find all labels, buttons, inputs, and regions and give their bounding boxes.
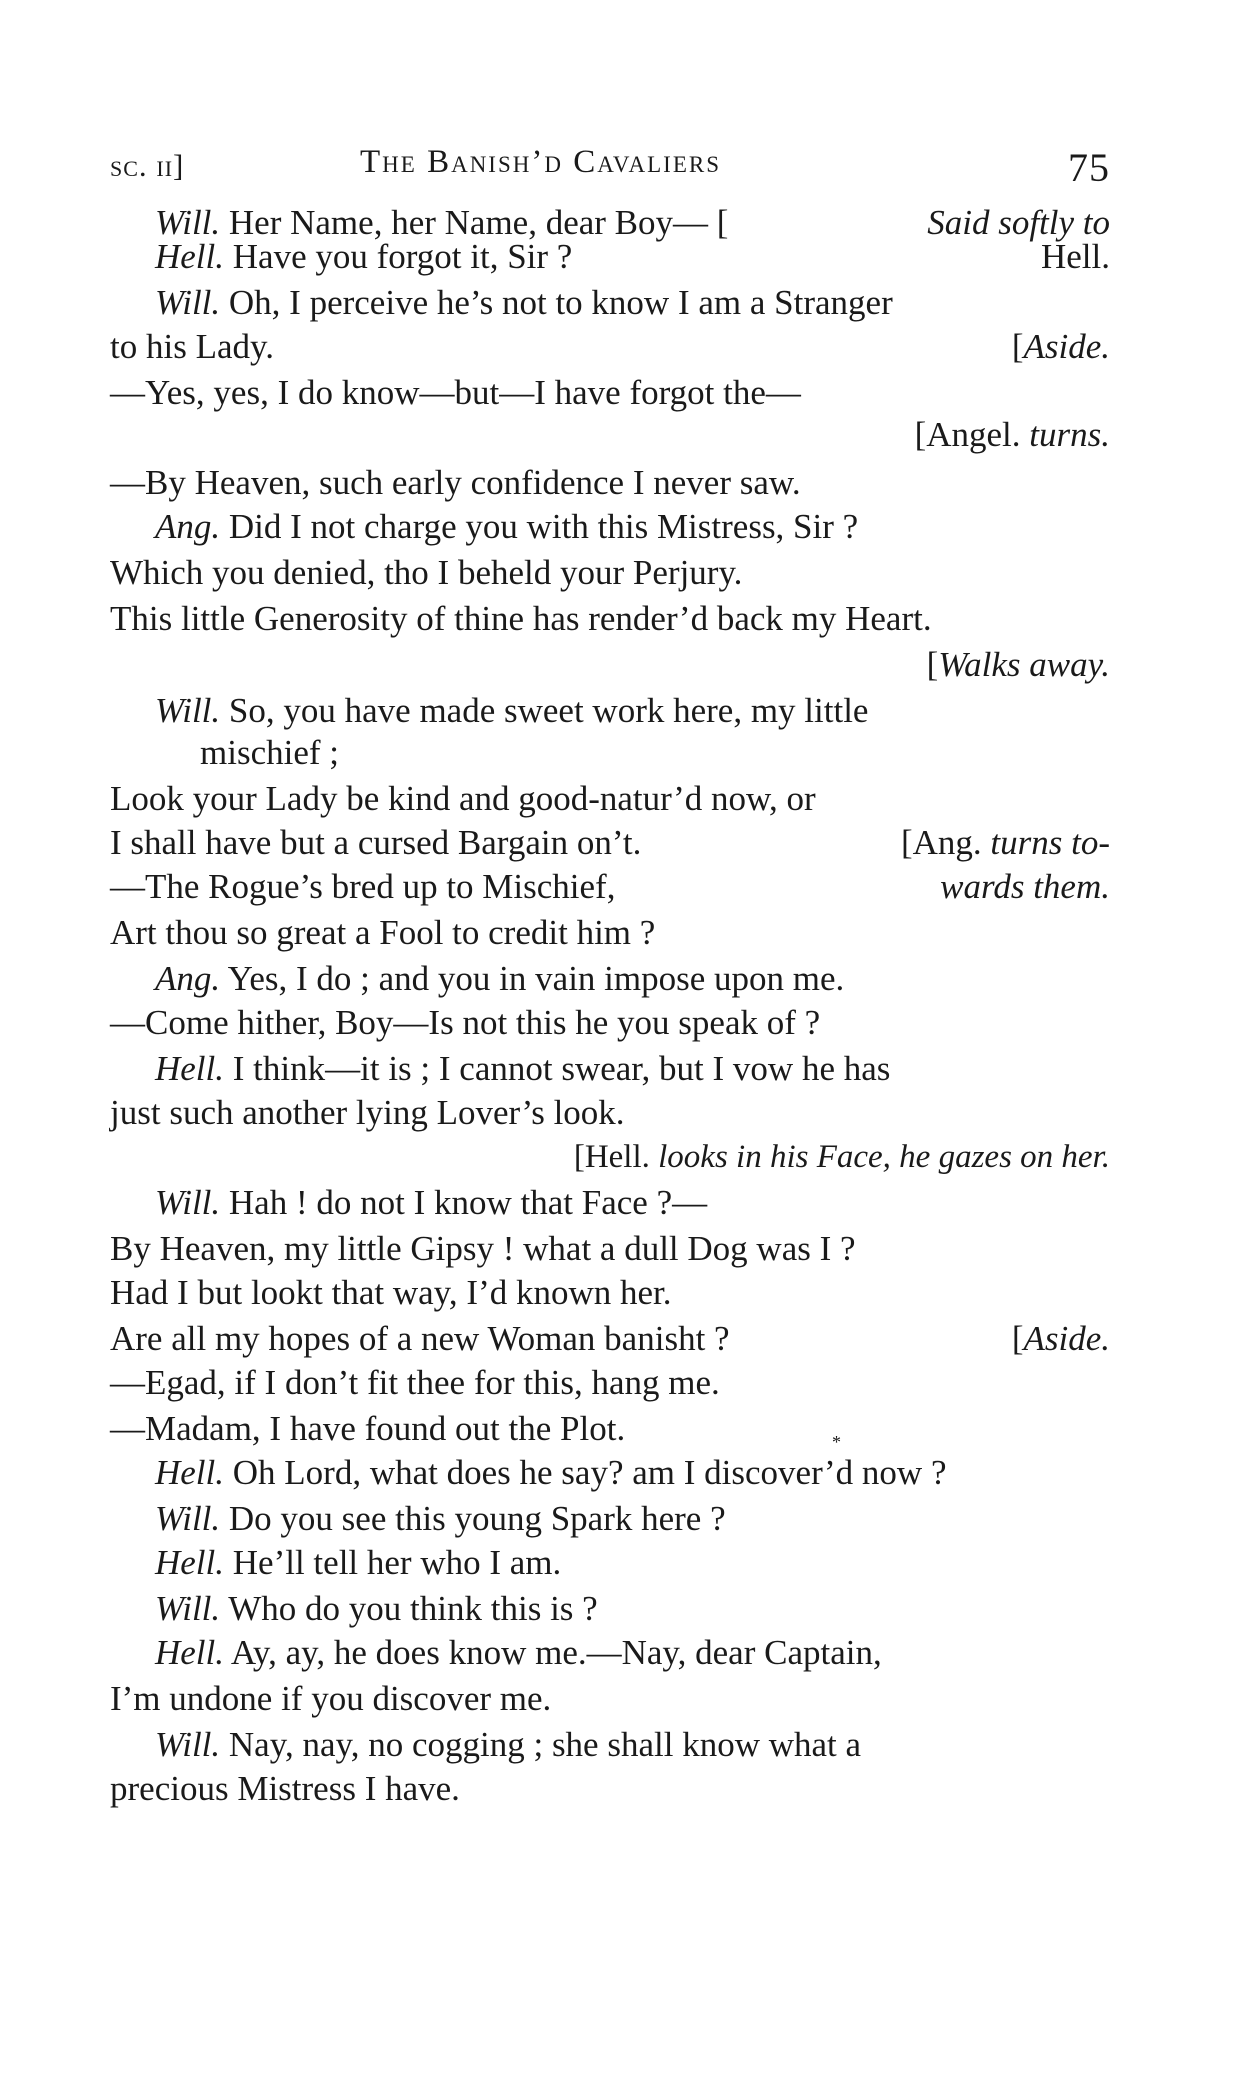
text-line bbox=[110, 1676, 1110, 1722]
stage-direction: [Ang. turns to- bbox=[900, 823, 1110, 862]
stage-direction: [Aside. bbox=[1011, 327, 1110, 366]
line-text: —Yes, yes, I do know—but—I have forgot the— bbox=[110, 373, 801, 412]
stage-direction: wards them. bbox=[940, 867, 1110, 906]
line-text: Ay, ay, he does know me.—Nay, dear Captain, bbox=[224, 1633, 882, 1672]
speaker-name: Hell. bbox=[155, 1453, 225, 1492]
stage-direction: Said softly to bbox=[927, 203, 1110, 242]
line-text: I think—it is ; I cannot swear, but I vow he has bbox=[224, 1049, 891, 1088]
stage-direction: Hell. bbox=[1040, 237, 1110, 276]
text-line bbox=[155, 280, 1110, 326]
speaker-name: Will. bbox=[155, 1183, 221, 1222]
line-text: Who do you think this is ? bbox=[220, 1589, 598, 1628]
line-text: Did I not charge you with this Mistress, Sir ? bbox=[220, 507, 859, 546]
text-line bbox=[155, 1450, 1110, 1496]
line-text: Had I but lookt that way, I’d known her. bbox=[110, 1273, 672, 1312]
text-line bbox=[110, 820, 1110, 866]
speaker-name: Will. bbox=[155, 1499, 221, 1538]
text-line bbox=[155, 1046, 1110, 1092]
line-text: to his Lady. bbox=[110, 327, 274, 366]
text-line bbox=[110, 864, 1110, 910]
stage-direction: [Hell. looks in his Face, he gazes on her. bbox=[573, 1139, 1110, 1175]
line-text: Which you denied, tho I beheld your Perjury. bbox=[110, 553, 743, 592]
text-line bbox=[110, 460, 1110, 506]
speaker-name: Will. bbox=[155, 1725, 221, 1764]
text-line bbox=[155, 504, 1110, 550]
text-line bbox=[155, 1540, 1110, 1586]
speaker-name: Ang. bbox=[155, 959, 221, 998]
text-line bbox=[110, 776, 1110, 822]
line-text: Oh, I perceive he’s not to know I am a Stranger bbox=[220, 283, 893, 322]
line-text: just such another lying Lover’s look. bbox=[110, 1093, 625, 1132]
line-text: I shall have but a cursed Bargain on’t. bbox=[110, 823, 642, 862]
line-text: —The Rogue’s bred up to Mischief, bbox=[110, 867, 616, 906]
speaker-name: Will. bbox=[155, 203, 221, 242]
marginal-mark: * bbox=[832, 1432, 841, 1452]
text-line bbox=[110, 1270, 1110, 1316]
text-line bbox=[155, 1630, 1110, 1676]
line-text: Hah ! do not I know that Face ?— bbox=[220, 1183, 708, 1222]
speaker-name: Will. bbox=[155, 1589, 221, 1628]
speaker-name: Hell. bbox=[155, 1049, 225, 1088]
text-line bbox=[155, 1180, 1110, 1226]
line-text: This little Generosity of thine has render’d back my Heart. bbox=[110, 599, 932, 638]
line-text: Have you forgot it, Sir ? bbox=[224, 237, 573, 276]
text-line bbox=[110, 412, 1110, 458]
text-line bbox=[155, 1722, 1110, 1768]
page-number: 75 bbox=[1068, 145, 1110, 190]
book-title: The Banish’d Cavaliers bbox=[360, 144, 722, 180]
line-text: So, you have made sweet work here, my little bbox=[220, 691, 869, 730]
stage-direction: [Walks away. bbox=[926, 645, 1110, 684]
stage-direction: [Aside. bbox=[1011, 1319, 1110, 1358]
text-line bbox=[110, 1226, 1110, 1272]
text-line bbox=[110, 550, 1110, 596]
line-text: Do you see this young Spark here ? bbox=[220, 1499, 726, 1538]
line-text: Nay, nay, no cogging ; she shall know what a bbox=[220, 1725, 862, 1764]
speaker-name: Hell. bbox=[155, 1633, 225, 1672]
text-line bbox=[155, 688, 1110, 734]
text-line bbox=[110, 1090, 1110, 1136]
speaker-name: Hell. bbox=[155, 237, 225, 276]
line-text: I’m undone if you discover me. bbox=[110, 1679, 552, 1718]
line-text: Are all my hopes of a new Woman banisht ? bbox=[110, 1319, 730, 1358]
speaker-name: Hell. bbox=[155, 1543, 225, 1582]
text-line bbox=[155, 1496, 1110, 1542]
running-head bbox=[110, 140, 1110, 190]
line-text: —Madam, I have found out the Plot. bbox=[110, 1409, 626, 1448]
text-line bbox=[110, 324, 1110, 370]
text-line bbox=[110, 1406, 1110, 1452]
text-line bbox=[110, 370, 1110, 416]
line-text: Yes, I do ; and you in vain impose upon me. bbox=[220, 959, 845, 998]
line-text: precious Mistress I have. bbox=[110, 1769, 460, 1808]
text-line bbox=[110, 596, 1110, 642]
speaker-name: Will. bbox=[155, 283, 221, 322]
line-text: mischief ; bbox=[200, 733, 339, 772]
text-line bbox=[110, 1766, 1110, 1812]
text-line bbox=[155, 1586, 1110, 1632]
text-line bbox=[155, 234, 1110, 280]
text-line bbox=[110, 642, 1110, 688]
line-text: —Come hither, Boy—Is not this he you speak of ? bbox=[110, 1003, 821, 1042]
line-text: —By Heaven, such early confidence I never saw. bbox=[110, 463, 801, 502]
scene-marker: sc. ii] bbox=[110, 148, 185, 183]
line-text: —Egad, if I don’t fit thee for this, hang me. bbox=[110, 1363, 720, 1402]
speaker-name: Will. bbox=[155, 691, 221, 730]
line-text: Look your Lady be kind and good-natur’d now, or bbox=[110, 779, 816, 818]
text-line bbox=[110, 1360, 1110, 1406]
text-line bbox=[110, 910, 1110, 956]
text-line bbox=[110, 1000, 1110, 1046]
line-text: By Heaven, my little Gipsy ! what a dull Dog was I ? bbox=[110, 1229, 856, 1268]
stage-direction: [Angel. turns. bbox=[914, 415, 1110, 454]
line-text: Her Name, her Name, dear Boy— [ bbox=[220, 203, 729, 242]
line-text: He’ll tell her who I am. bbox=[224, 1543, 562, 1582]
speaker-name: Ang. bbox=[155, 507, 221, 546]
text-line bbox=[110, 1134, 1110, 1180]
line-text: Oh Lord, what does he say? am I discover’d now ? bbox=[224, 1453, 947, 1492]
text-line bbox=[110, 1316, 1110, 1362]
text-line bbox=[200, 730, 1110, 776]
line-text: Art thou so great a Fool to credit him ? bbox=[110, 913, 656, 952]
text-line bbox=[155, 956, 1110, 1002]
